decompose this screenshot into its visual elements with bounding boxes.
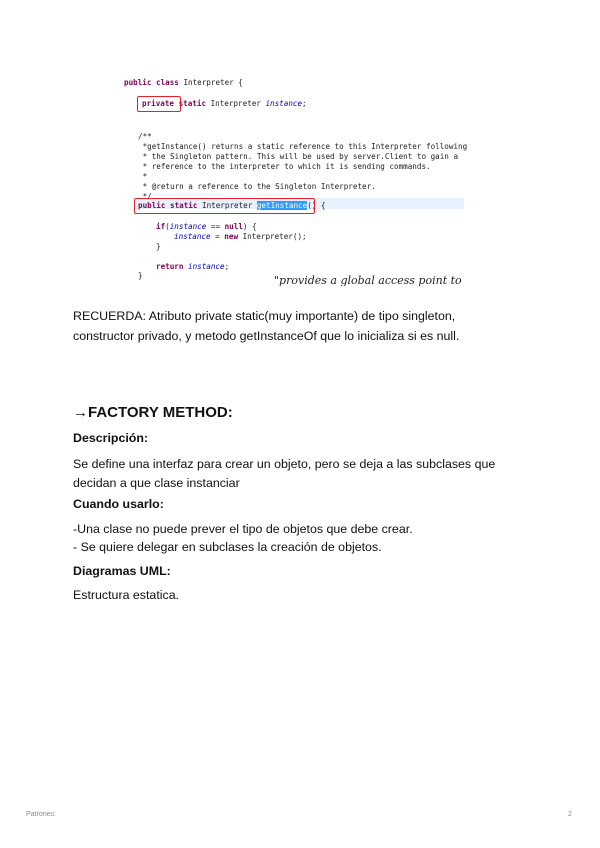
highlight-box-getinstance — [134, 198, 315, 214]
code-line-if — [156, 222, 257, 231]
factory-method-heading: →FACTORY METHOD: — [73, 404, 233, 421]
descripcion-line-1: Se define una interfaz para crear un objeto, pero se deja a las subclases que — [73, 457, 496, 471]
code-comment-line: */ — [138, 192, 152, 201]
recuerda-line-1: RECUERDA: Atributo private static(muy importante) de tipo singleton, — [73, 309, 456, 323]
cuando-line-1: -Una clase no puede prever el tipo de objetos que debe crear. — [73, 522, 413, 536]
code-text: Interpreter { — [183, 78, 243, 87]
code-screenshot — [118, 72, 478, 286]
highlight-box-private — [137, 96, 181, 112]
code-comment-line: * the Singleton pattern. This will be used by server.Client to gain a — [138, 152, 459, 161]
code-comment-line: /** — [138, 132, 152, 141]
code-field: instance — [265, 99, 303, 108]
code-keyword: private — [142, 99, 175, 108]
code-keyword: if — [156, 222, 166, 231]
code-field: instance — [174, 232, 211, 241]
code-selected-method-name: getInstance — [256, 201, 308, 210]
descripcion-label: Descripción: — [73, 431, 149, 445]
code-line-return — [156, 262, 229, 271]
code-line-close-brace: } — [156, 242, 161, 251]
code-comment-line: * — [138, 172, 148, 181]
cuando-usarlo-label: Cuando usarlo: — [73, 497, 164, 511]
cuando-line-2: - Se quiere delegar en subclases la creación de objetos. — [73, 540, 382, 554]
footer-left: Patrones: — [26, 811, 56, 818]
code-comment-line: * reference to the interpreter to which it is sending commands. — [138, 162, 431, 171]
code-line-assign — [174, 232, 307, 241]
cropped-caption-text: "provides a global access point to — [274, 274, 462, 286]
code-text: ( — [165, 222, 170, 231]
code-keyword: null — [224, 222, 243, 231]
code-keyword: return — [156, 262, 189, 271]
code-field: instance — [169, 222, 207, 231]
page-number: 2 — [568, 811, 572, 818]
code-text: Interpreter — [210, 99, 266, 108]
code-line-class-declaration — [124, 78, 243, 87]
code-text: ; — [302, 99, 307, 108]
code-text: = — [210, 232, 225, 241]
recuerda-line-2: constructor privado, y metodo getInstanceOf que lo inicializa si es null. — [73, 329, 460, 343]
code-keyword: public static — [138, 201, 203, 210]
code-text: Interpreter — [202, 201, 257, 210]
code-comment-line: *getInstance() returns a static reference to this Interpreter following — [138, 142, 468, 151]
code-line-close-brace: } — [138, 271, 143, 280]
estructura-estatica-text: Estructura estatica. — [73, 588, 180, 602]
code-keyword: static — [174, 99, 211, 108]
code-text: ; — [224, 262, 230, 271]
code-keyword: public class — [124, 78, 184, 87]
code-text: == — [206, 222, 225, 231]
code-field: instance — [188, 262, 225, 271]
code-text: ) { — [242, 222, 257, 231]
code-text: () { — [307, 201, 326, 210]
code-text: Interpreter(); — [238, 232, 307, 241]
descripcion-line-2: decidan a que clase instanciar — [73, 476, 240, 490]
code-keyword: new — [224, 232, 239, 241]
diagramas-uml-label: Diagramas UML: — [73, 564, 171, 578]
code-comment-line: * @return a reference to the Singleton Interpreter. — [138, 182, 376, 191]
